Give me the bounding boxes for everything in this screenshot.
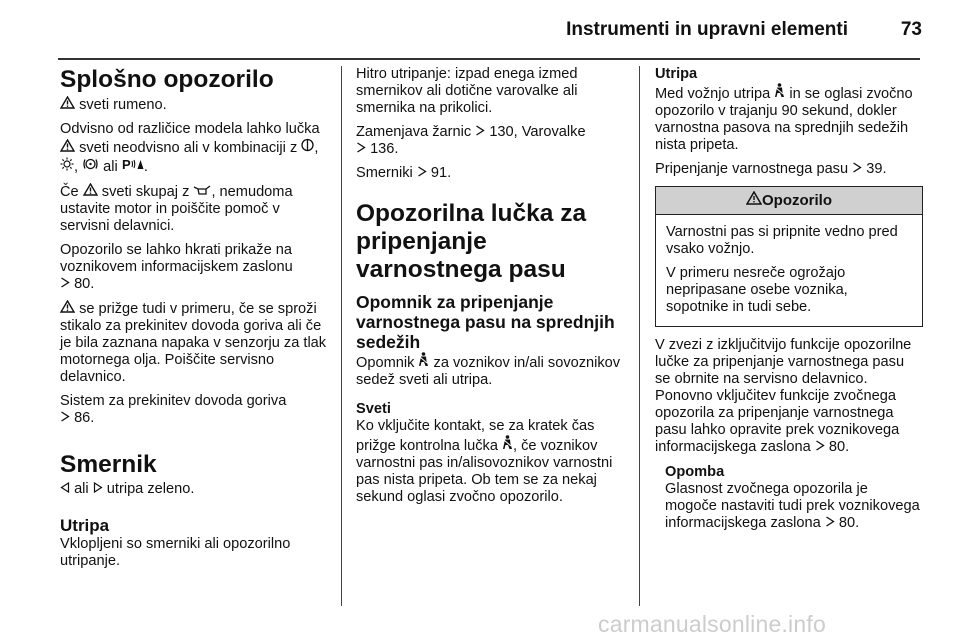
paragraph: se prižge tudi v primeru, če se sproži stikalo za prekinitev dovoda goriva ali če je bila zaznana napaka v senzorju za tlak motornega olja. Poiščite servisno delavnico. — [60, 301, 327, 385]
paragraph: Če sveti skupaj z , nemudoma ustavite motor in poiščite pomoč v servisni delavnici. — [60, 184, 293, 234]
subheading-flashing: Utripa — [655, 66, 698, 82]
subsection-title-seatbelt-reminder: Opomnik za pripenjanje varnostnega pasu na sprednjih sedežih — [356, 292, 615, 352]
subheading-lit: Sveti — [356, 401, 391, 417]
header-rule — [58, 58, 920, 60]
arrow-right-outline-icon — [93, 481, 103, 498]
paragraph: sveti rumeno. — [60, 96, 330, 114]
triangle-warning-icon — [83, 183, 98, 201]
paragraph: Ko vključite kontakt, se za kratek čas prižge kontrolna lučka , če voznikov varnostni pas in/alisovoznikov varnostni pas nista pripeta. Ob tem se za nekaj sekund oglasi zvočno opozorilo. — [356, 418, 613, 505]
note-title: Opomba — [665, 464, 725, 480]
header-title: Instrumenti in upravni elementi — [566, 19, 848, 40]
triangle-warning-icon — [60, 139, 75, 157]
paragraph: Hitro utripanje: izpad enega izmed smernikov ali dotične varovalke ali smernika na prikolici. — [356, 66, 578, 116]
page-number: 73 — [900, 19, 922, 40]
paragraph: Med vožnjo utripa in se oglasi zvočno opozorilo v trajanju 90 sekund, dokler varnostna pasova na sprednjih sedežih nista pripeta. — [655, 83, 923, 154]
column-3 — [655, 66, 923, 539]
arrow-right-icon — [60, 410, 70, 427]
watermark: carmanualsonline.info — [598, 611, 826, 637]
column-1 — [60, 66, 330, 577]
svg-text:P: P — [121, 157, 131, 171]
section-title-general-warning: Splošno opozorilo — [60, 66, 274, 93]
arrow-left-outline-icon — [60, 481, 70, 498]
paragraph: Odvisno od različice modela lahko lučka sveti neodvisno ali v kombinaciji z , , ali P . — [60, 121, 320, 175]
arrow-right-icon — [815, 439, 825, 456]
paragraph: Varnostni pas si pripnite vedno pred vsako vožnjo. — [666, 224, 898, 257]
column-2 — [356, 66, 628, 513]
arrow-right-icon — [60, 276, 70, 293]
oil-pressure-icon — [301, 138, 314, 157]
warning-box-title: Opozorilo — [762, 192, 832, 209]
warning-box-body — [656, 215, 922, 326]
paragraph: Sistem za prekinitev dovoda goriva 86. — [60, 393, 287, 426]
column-divider — [341, 66, 342, 606]
arrow-right-icon — [417, 165, 427, 182]
paragraph: V zvezi z izključitvijo funkcije opozorilne lučke za pripenjanje varnostnega pasu se obrnite na servisno delavnico. Ponovno vključitev funkcije zvočnega opozorila za pripenjanje varnostnega pasu lahko opravite prek voznikovega informacijskega zaslona 80. — [655, 337, 912, 455]
paragraph: Zamenjava žarnic 130, Varovalke 136. — [356, 124, 586, 157]
paragraph: ali utripa zeleno. — [60, 481, 330, 498]
section-title-seatbelt-warning: Opozorilna lučka za pripenjanje varnostnega pasu — [356, 200, 587, 283]
paragraph: Glasnost zvočnega opozorila je mogoče nastaviti tudi prek voznikovega informacijskega zaslona 80. — [665, 481, 920, 531]
engine-temp-icon — [60, 157, 74, 176]
paragraph: Pripenjanje varnostnega pasu 39. — [655, 161, 887, 177]
seatbelt-person-icon — [774, 83, 785, 103]
paragraph: Opomnik za voznikov in/ali sovoznikov sedež sveti ali utripa. — [356, 352, 628, 389]
paragraph: Opozorilo se lahko hkrati prikaže na voznikovem informacijskem zaslonu 80. — [60, 242, 293, 292]
parking-assist-icon — [122, 157, 144, 176]
arrow-right-icon — [825, 515, 835, 532]
triangle-warning-icon — [60, 96, 75, 114]
page-header — [0, 0, 960, 60]
triangle-warning-icon — [746, 187, 762, 214]
seatbelt-person-icon — [502, 435, 513, 455]
arrow-right-icon — [475, 124, 485, 141]
seatbelt-person-icon — [418, 352, 429, 372]
section-title-turn-signal: Smernik — [60, 451, 157, 478]
triangle-warning-icon — [60, 300, 75, 318]
note-block — [655, 464, 923, 532]
warning-box — [655, 186, 923, 327]
paragraph: Smerniki 91. — [356, 165, 452, 181]
arrow-right-icon — [356, 141, 366, 158]
column-divider — [639, 66, 640, 606]
subheading-flashing: Utripa — [60, 516, 110, 535]
brake-icon — [82, 157, 99, 176]
paragraph: Vklopljeni so smerniki ali opozorilno utripanje. — [60, 536, 291, 569]
arrow-right-icon — [852, 161, 862, 178]
oil-can-icon — [193, 184, 211, 201]
paragraph: V primeru nesreče ogrožajo nepripasane osebe voznika, sopotnike in tudi sebe. — [666, 265, 848, 315]
warning-box-header — [656, 187, 922, 215]
